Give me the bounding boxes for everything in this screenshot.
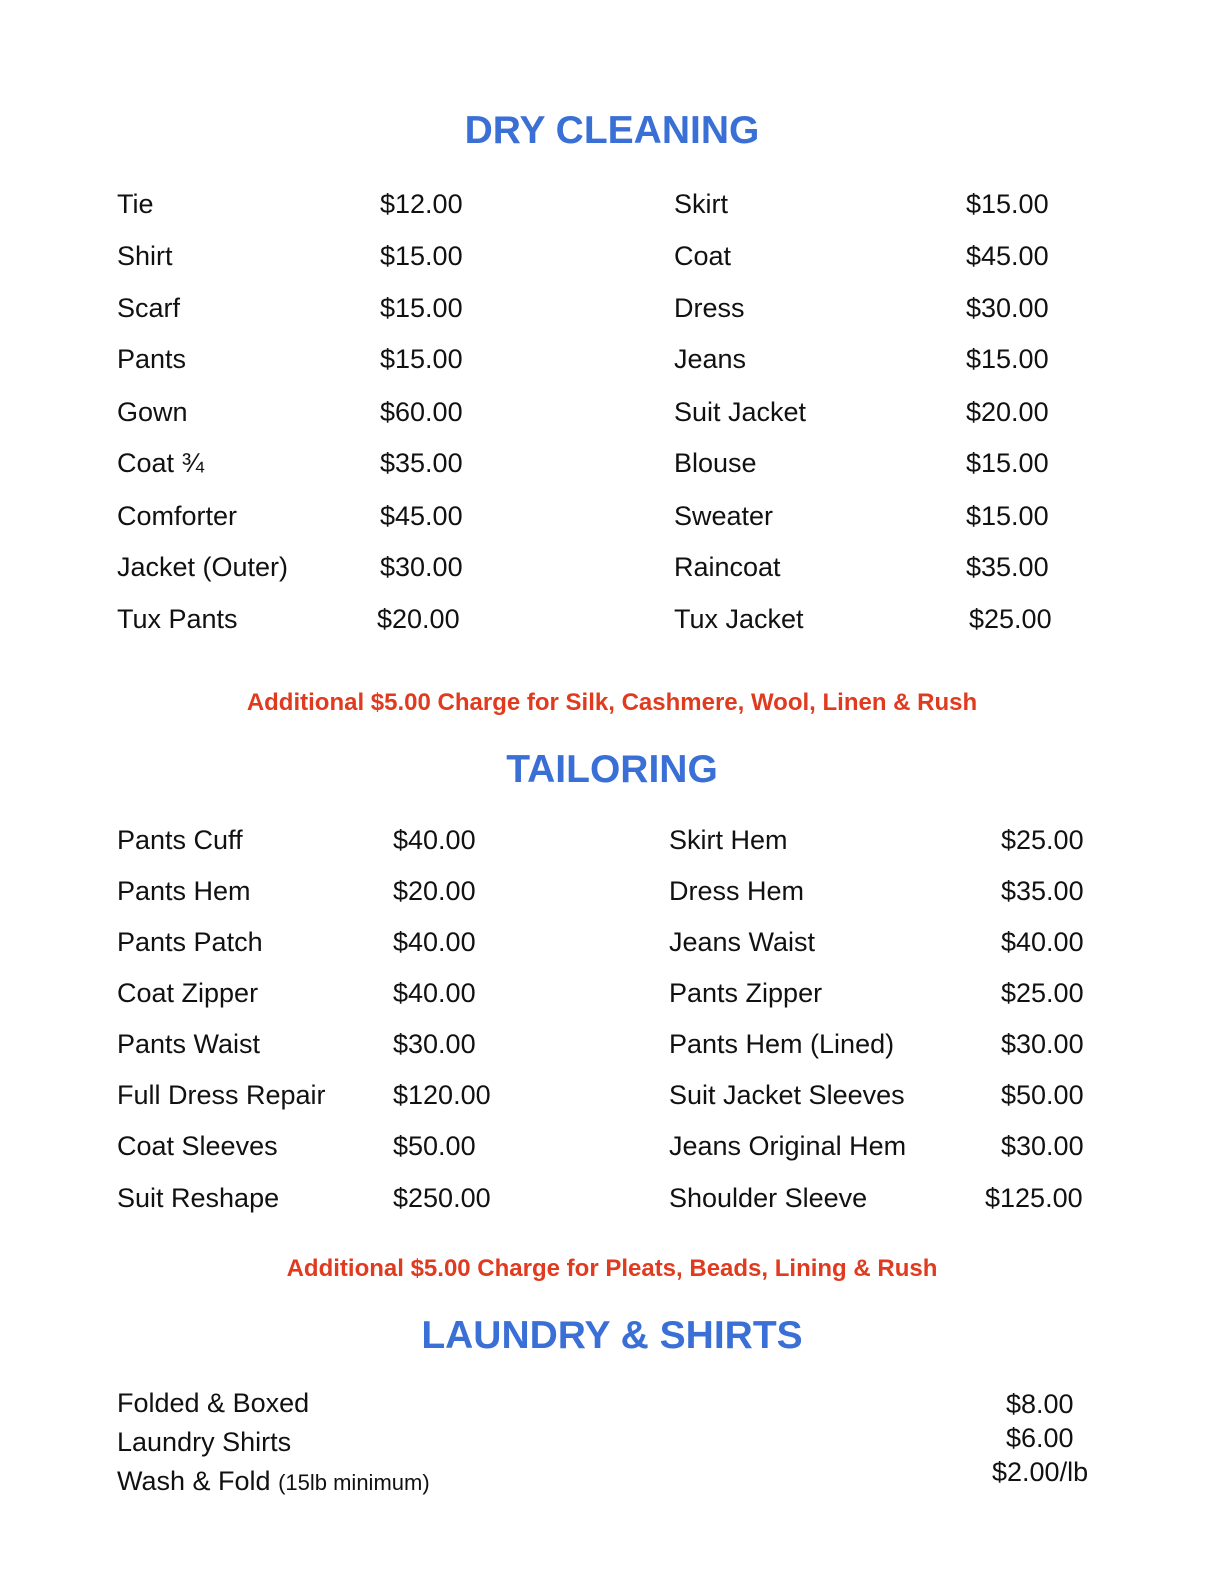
price-item-price: $20.00 bbox=[966, 397, 1049, 427]
price-item-price: $20.00 bbox=[393, 876, 476, 906]
price-item-name: Coat Zipper bbox=[117, 978, 259, 1008]
price-item-name: Raincoat bbox=[674, 552, 781, 582]
price-item-price: $30.00 bbox=[380, 552, 463, 582]
price-item-name: Jeans Original Hem bbox=[669, 1131, 907, 1161]
price-item-price: $15.00 bbox=[966, 189, 1049, 219]
price-item-price: $2.00/lb bbox=[992, 1457, 1089, 1487]
price-item-name: Suit Reshape bbox=[117, 1183, 280, 1213]
price-item-name: Tux Jacket bbox=[674, 604, 804, 634]
price-item-price: $30.00 bbox=[966, 293, 1049, 323]
price-item-name: Jeans Waist bbox=[669, 927, 816, 957]
dry-cleaning-heading: DRY CLEANING bbox=[464, 109, 760, 152]
price-item-name: Pants bbox=[117, 344, 187, 374]
price-item-name: Comforter bbox=[117, 501, 238, 531]
price-item-price: $120.00 bbox=[393, 1080, 491, 1110]
price-item-price: $15.00 bbox=[380, 241, 463, 271]
price-item-name: Skirt Hem bbox=[669, 825, 788, 855]
price-item-price: $35.00 bbox=[380, 448, 463, 478]
price-item-price: $20.00 bbox=[377, 604, 460, 634]
price-item-price: $40.00 bbox=[1001, 927, 1084, 957]
price-item-name: Coat ¾ bbox=[117, 448, 205, 478]
price-item-price: $40.00 bbox=[393, 927, 476, 957]
price-item-price: $15.00 bbox=[966, 448, 1049, 478]
price-item-price: $40.00 bbox=[393, 978, 476, 1008]
price-item-price: $25.00 bbox=[1001, 825, 1084, 855]
price-item-name: Tie bbox=[117, 189, 154, 219]
price-item-price: $35.00 bbox=[1001, 876, 1084, 906]
price-item-name: Folded & Boxed bbox=[117, 1388, 310, 1418]
price-item-price: $15.00 bbox=[966, 344, 1049, 374]
price-item-price: $25.00 bbox=[969, 604, 1052, 634]
price-item-price: $30.00 bbox=[1001, 1029, 1084, 1059]
tailoring-heading: TAILORING bbox=[506, 748, 718, 791]
price-item-price: $8.00 bbox=[1006, 1389, 1074, 1419]
price-item-name-text: Wash & Fold bbox=[117, 1466, 271, 1496]
price-item-name: Pants Waist bbox=[117, 1029, 261, 1059]
price-item-name: Jacket (Outer) bbox=[117, 552, 289, 582]
price-item-name: Coat Sleeves bbox=[117, 1131, 278, 1161]
price-item-price: $250.00 bbox=[393, 1183, 491, 1213]
price-item-name: Pants Zipper bbox=[669, 978, 823, 1008]
price-item-price: $6.00 bbox=[1006, 1423, 1074, 1453]
price-item-price: $12.00 bbox=[380, 189, 463, 219]
price-item-name: Full Dress Repair bbox=[117, 1080, 326, 1110]
price-item-price: $45.00 bbox=[966, 241, 1049, 271]
laundry-heading: LAUNDRY & SHIRTS bbox=[421, 1314, 803, 1357]
price-item-price: $15.00 bbox=[380, 344, 463, 374]
price-item-name: Gown bbox=[117, 397, 188, 427]
price-item-price: $50.00 bbox=[1001, 1080, 1084, 1110]
price-item-price: $60.00 bbox=[380, 397, 463, 427]
price-item-name: Tux Pants bbox=[117, 604, 238, 634]
price-item-name: Dress Hem bbox=[669, 876, 805, 906]
price-item-price: $45.00 bbox=[380, 501, 463, 531]
price-item-name: Blouse bbox=[674, 448, 757, 478]
price-item-price: $50.00 bbox=[393, 1131, 476, 1161]
price-item-price: $30.00 bbox=[393, 1029, 476, 1059]
price-item-name: Dress bbox=[674, 293, 745, 323]
price-item-price: $125.00 bbox=[985, 1183, 1083, 1213]
price-item-price: $25.00 bbox=[1001, 978, 1084, 1008]
price-item-name: Shirt bbox=[117, 241, 173, 271]
price-item-name: Pants Cuff bbox=[117, 825, 243, 855]
dry-cleaning-surcharge-note: Additional $5.00 Charge for Silk, Cashmere, Wool, Linen & Rush bbox=[246, 689, 978, 716]
price-item-name: Sweater bbox=[674, 501, 774, 531]
tailoring-surcharge-note: Additional $5.00 Charge for Pleats, Beads, Lining & Rush bbox=[286, 1255, 938, 1282]
price-item-name: Skirt bbox=[674, 189, 728, 219]
price-item-name: Pants Hem (Lined) bbox=[669, 1029, 895, 1059]
price-item-price: $30.00 bbox=[1001, 1131, 1084, 1161]
price-item-price: $15.00 bbox=[380, 293, 463, 323]
price-item-name: Coat bbox=[674, 241, 732, 271]
price-item-name: Jeans bbox=[674, 344, 747, 374]
price-item-name bbox=[117, 1464, 430, 1500]
price-item-price: $15.00 bbox=[966, 501, 1049, 531]
price-item-name: Suit Jacket bbox=[674, 397, 807, 427]
price-item-name: Pants Hem bbox=[117, 876, 251, 906]
price-item-price: $40.00 bbox=[393, 825, 476, 855]
price-item-name: Shoulder Sleeve bbox=[669, 1183, 868, 1213]
price-item-name: Scarf bbox=[117, 293, 181, 323]
price-item-price: $35.00 bbox=[966, 552, 1049, 582]
price-item-name: Laundry Shirts bbox=[117, 1427, 292, 1457]
price-item-name: Pants Patch bbox=[117, 927, 263, 957]
price-item-name: Suit Jacket Sleeves bbox=[669, 1080, 905, 1110]
price-item-qualifier: (15lb minimum) bbox=[278, 1470, 430, 1495]
